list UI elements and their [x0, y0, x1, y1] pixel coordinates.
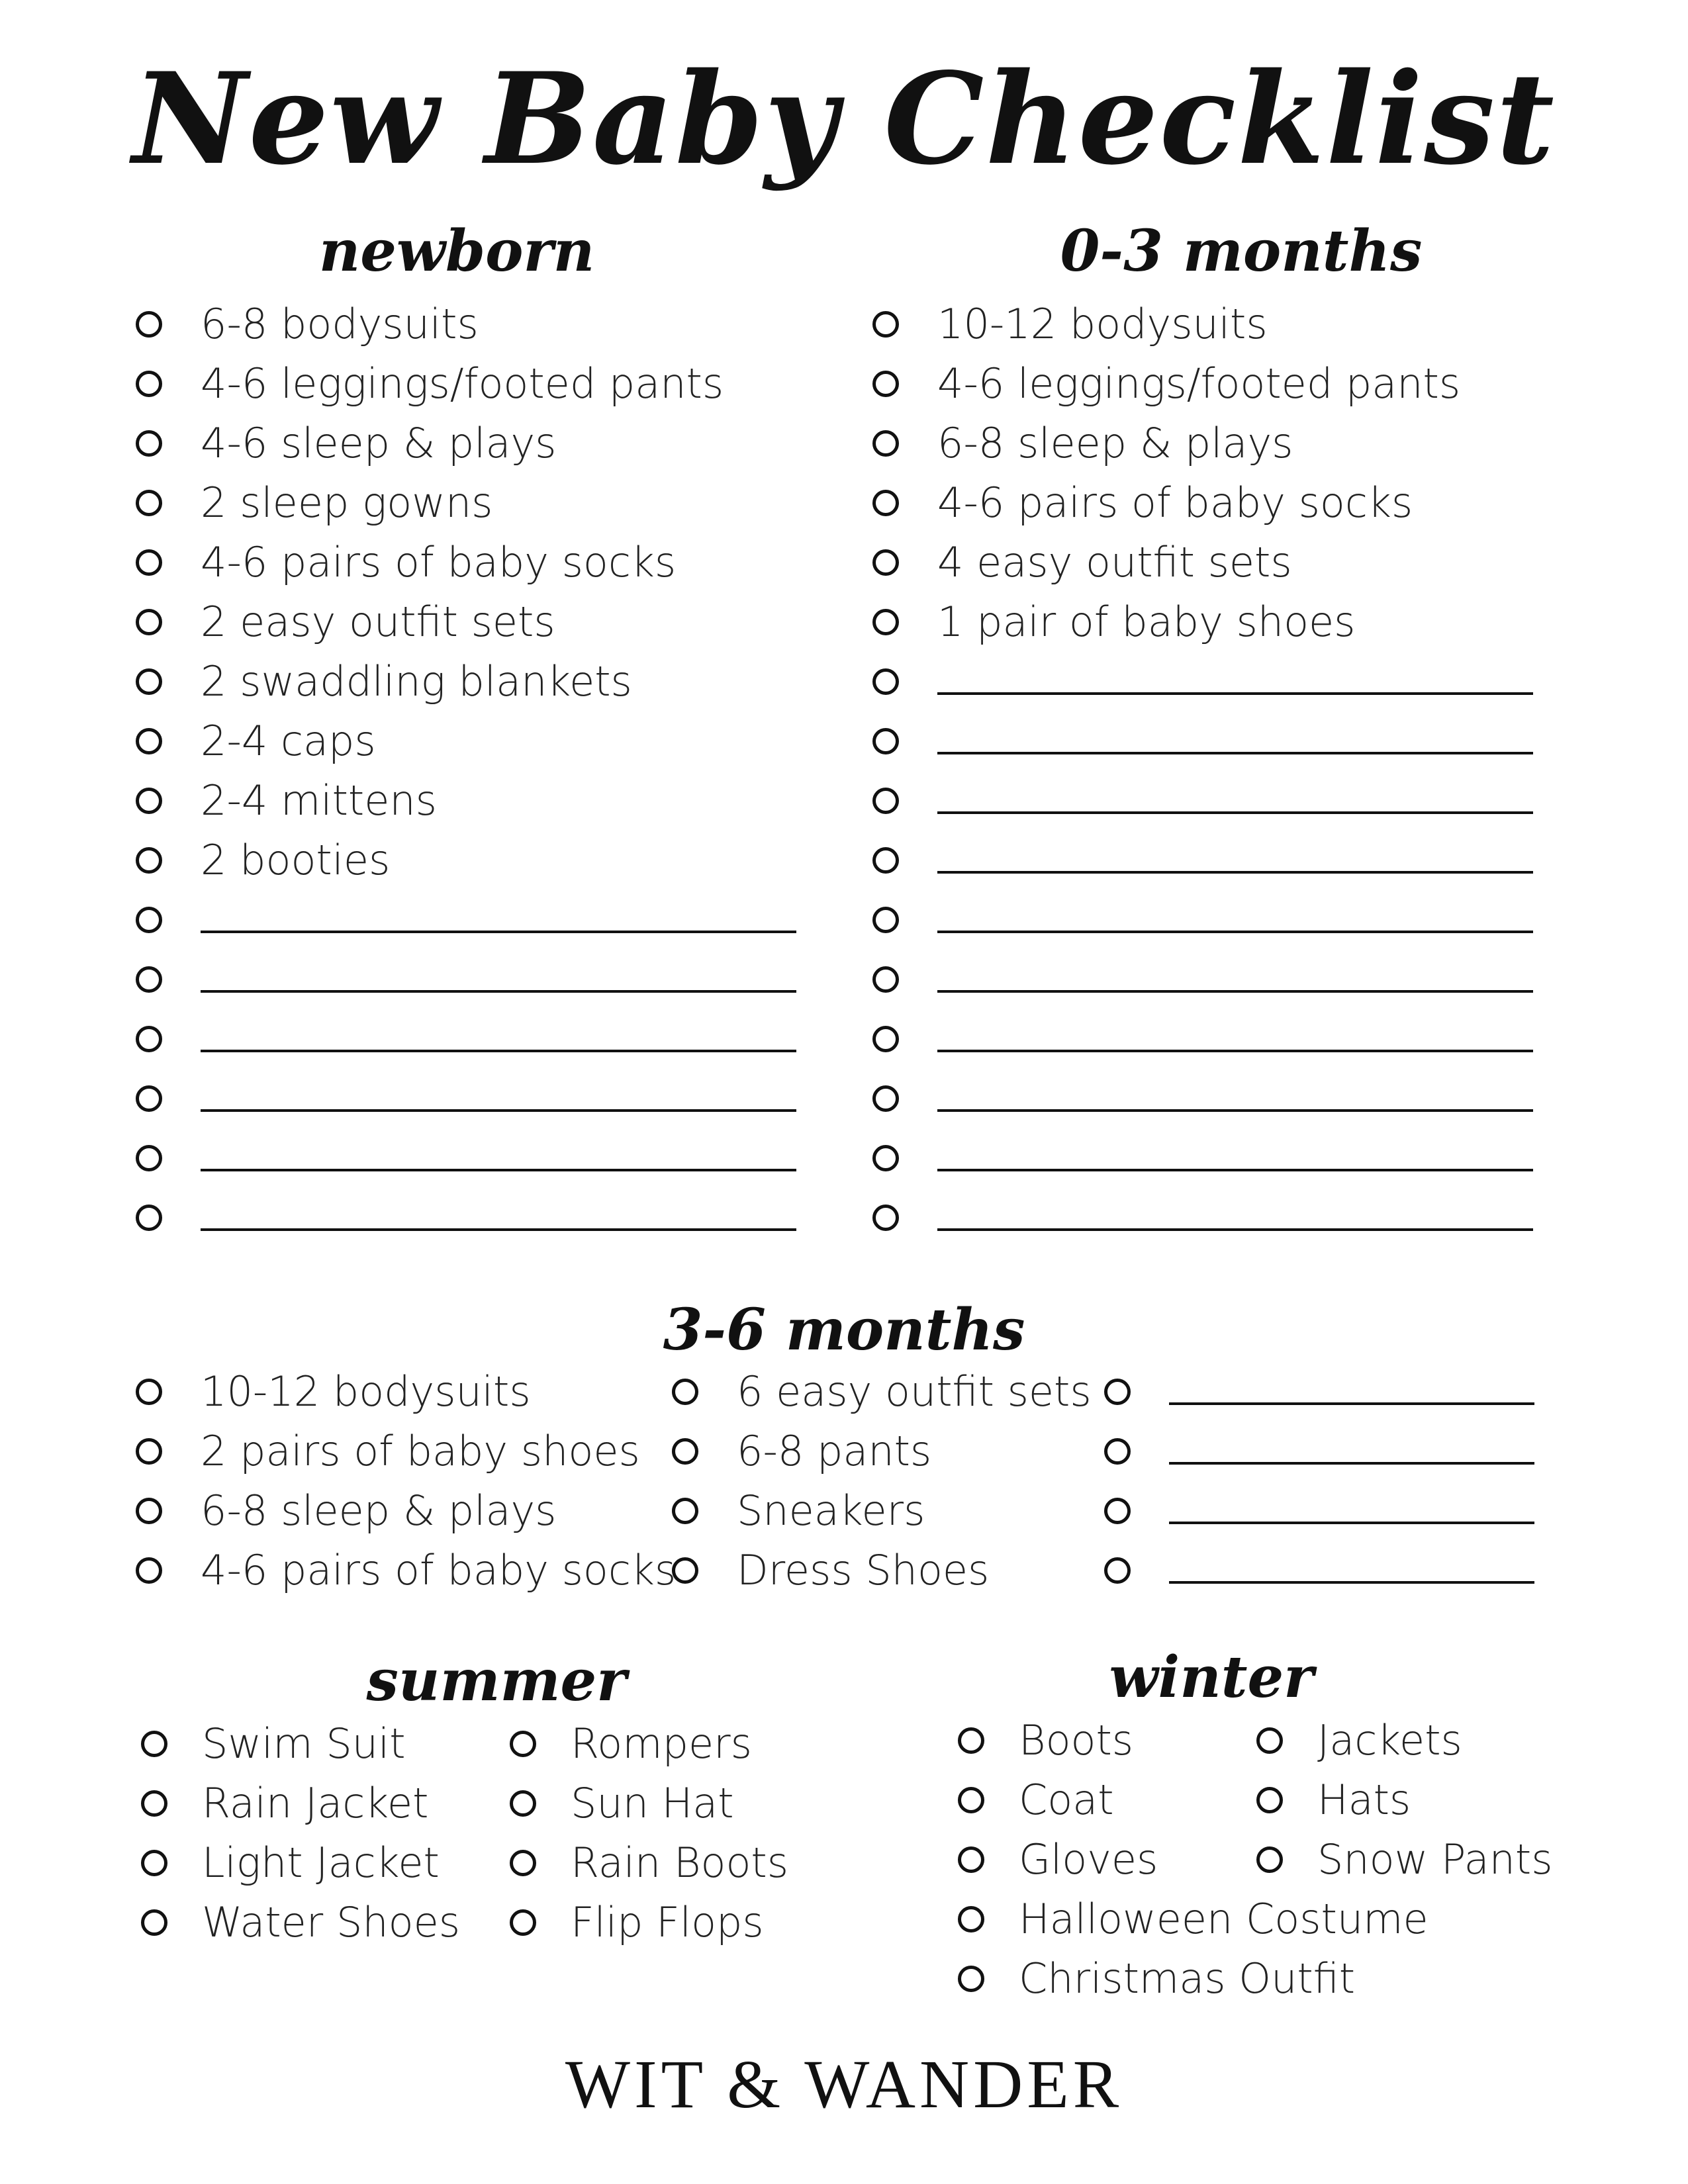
checklist-item-label: 2-4 caps	[201, 717, 376, 765]
checklist-item[interactable]	[872, 533, 1534, 592]
checklist-item[interactable]	[136, 1541, 677, 1600]
write-in-line[interactable]	[201, 1050, 796, 1052]
checkbox-circle-icon[interactable]	[872, 1085, 899, 1112]
checklist-item[interactable]	[141, 1774, 498, 1833]
checklist-item[interactable]	[510, 1714, 854, 1774]
checkbox-circle-icon[interactable]	[136, 966, 162, 993]
write-in-line[interactable]	[937, 871, 1533, 874]
checkbox-circle-icon[interactable]	[872, 728, 899, 754]
summer-list-col2	[510, 1714, 854, 1952]
checkbox-circle-icon[interactable]	[136, 609, 162, 635]
blank-checklist-item[interactable]	[1104, 1481, 1534, 1541]
checklist-item[interactable]	[510, 1833, 854, 1893]
checkbox-circle-icon[interactable]	[872, 1026, 899, 1052]
checkbox-circle-icon[interactable]	[1104, 1438, 1131, 1465]
checklist-item[interactable]	[872, 473, 1534, 533]
write-in-line[interactable]	[937, 990, 1533, 993]
checklist-item-label: 6-8 bodysuits	[201, 300, 479, 348]
checklist-item-label: 10-12 bodysuits	[201, 1367, 531, 1416]
blank-checklist-item[interactable]	[872, 831, 1534, 890]
checklist-item-label: Water Shoes	[202, 1898, 461, 1946]
write-in-line[interactable]	[1169, 1402, 1534, 1405]
write-in-line[interactable]	[937, 752, 1533, 754]
checklist-item[interactable]	[136, 1362, 665, 1422]
checkbox-circle-icon[interactable]	[958, 1787, 984, 1813]
checklist-item-label: 6-8 sleep & plays	[201, 1486, 557, 1535]
checkbox-circle-icon[interactable]	[136, 788, 162, 814]
checkbox-circle-icon[interactable]	[1104, 1379, 1131, 1405]
checklist-item[interactable]	[1256, 1770, 1587, 1830]
blank-checklist-item[interactable]	[872, 950, 1534, 1009]
checkbox-circle-icon[interactable]	[872, 371, 899, 397]
newborn-heading: newborn	[318, 218, 595, 285]
checkbox-circle-icon[interactable]	[136, 430, 162, 457]
checklist-item[interactable]	[872, 354, 1534, 414]
checkbox-circle-icon[interactable]	[136, 1498, 162, 1524]
checkbox-circle-icon[interactable]	[136, 1145, 162, 1171]
checklist-item-label: Coat	[1019, 1776, 1114, 1824]
checkbox-circle-icon[interactable]	[136, 1438, 162, 1465]
blank-checklist-item[interactable]	[872, 1128, 1534, 1188]
checkbox-circle-icon[interactable]	[872, 1205, 899, 1231]
checklist-item-label: 4-6 sleep & plays	[201, 419, 557, 467]
write-in-line[interactable]	[937, 1228, 1533, 1231]
checkbox-circle-icon[interactable]	[136, 1085, 162, 1112]
checkbox-circle-icon[interactable]	[136, 549, 162, 576]
checklist-item-label: Rain Jacket	[202, 1779, 429, 1827]
checkbox-circle-icon[interactable]	[136, 490, 162, 516]
checklist-item-label: Hats	[1317, 1776, 1411, 1824]
checklist-item-label: Rompers	[571, 1719, 752, 1768]
checklist-item[interactable]	[510, 1893, 854, 1952]
page-title: New Baby Checklist	[132, 45, 1556, 193]
write-in-line[interactable]	[201, 1169, 796, 1171]
write-in-line[interactable]	[201, 1109, 796, 1112]
blank-checklist-item[interactable]	[136, 1009, 798, 1069]
checklist-item[interactable]	[1256, 1830, 1587, 1889]
checklist-item[interactable]	[872, 592, 1534, 652]
checkbox-circle-icon[interactable]	[872, 311, 899, 338]
blank-checklist-item[interactable]	[136, 890, 798, 950]
checklist-item[interactable]	[1256, 1711, 1587, 1770]
checklist-item-label: Sneakers	[737, 1486, 925, 1535]
checklist-item[interactable]	[958, 1830, 1269, 1889]
checklist-item-label: 4 easy outfit sets	[937, 538, 1292, 586]
three-six-list-col1	[136, 1362, 677, 1600]
blank-checklist-item[interactable]	[136, 1188, 798, 1248]
checkbox-circle-icon[interactable]	[136, 668, 162, 695]
checklist-item[interactable]	[136, 592, 798, 652]
checklist-item-label: 2 booties	[201, 836, 391, 884]
blank-checklist-item[interactable]	[872, 1009, 1534, 1069]
checklist-item-label: 4-6 pairs of baby socks	[937, 478, 1413, 527]
checklist-item[interactable]	[136, 1481, 665, 1541]
blank-checklist-item[interactable]	[1104, 1541, 1534, 1600]
checklist-item-label: Light Jacket	[202, 1839, 440, 1887]
checklist-item-label: Jackets	[1317, 1716, 1462, 1764]
checklist-item-label: 6 easy outfit sets	[737, 1367, 1092, 1416]
checkbox-circle-icon[interactable]	[872, 609, 899, 635]
checklist-item-label: Christmas Outfit	[1019, 1954, 1356, 2003]
checklist-item-label: 4-6 leggings/footed pants	[201, 359, 724, 408]
checklist-item-label: 4-6 pairs of baby socks	[201, 538, 677, 586]
checklist-item[interactable]	[141, 1893, 498, 1952]
write-in-line[interactable]	[201, 1228, 796, 1231]
write-in-line[interactable]	[937, 1109, 1533, 1112]
checkbox-circle-icon[interactable]	[672, 1557, 698, 1584]
checkbox-circle-icon[interactable]	[872, 847, 899, 874]
checklist-item-label: Gloves	[1019, 1835, 1158, 1884]
checklist-item-label: 2-4 mittens	[201, 776, 437, 825]
checklist-item[interactable]	[136, 533, 798, 592]
checkbox-circle-icon[interactable]	[958, 1906, 984, 1933]
checkbox-circle-icon[interactable]	[872, 907, 899, 933]
checklist-item[interactable]	[136, 473, 798, 533]
checklist-item[interactable]	[958, 1770, 1269, 1830]
checkbox-circle-icon[interactable]	[1256, 1727, 1283, 1754]
checkbox-circle-icon[interactable]	[136, 728, 162, 754]
blank-checklist-item[interactable]	[1104, 1422, 1534, 1481]
blank-checklist-item[interactable]	[872, 1188, 1534, 1248]
checkbox-circle-icon[interactable]	[872, 1145, 899, 1171]
checkbox-circle-icon[interactable]	[872, 966, 899, 993]
checklist-item[interactable]	[958, 1711, 1269, 1770]
write-in-line[interactable]	[937, 692, 1533, 695]
checkbox-circle-icon[interactable]	[872, 490, 899, 516]
write-in-line[interactable]	[1169, 1462, 1534, 1465]
checklist-item-label: 4-6 pairs of baby socks	[201, 1546, 677, 1594]
checkbox-circle-icon[interactable]	[872, 549, 899, 576]
checkbox-circle-icon[interactable]	[510, 1731, 536, 1757]
write-in-line[interactable]	[201, 990, 796, 993]
checklist-item[interactable]	[872, 295, 1534, 354]
checklist-item[interactable]	[141, 1714, 498, 1774]
winter-list-col2	[1256, 1711, 1587, 1889]
checklist-item-label: 2 swaddling blankets	[201, 657, 632, 705]
checklist-item-label: 2 pairs of baby shoes	[201, 1427, 640, 1475]
summer-heading: summer	[366, 1647, 627, 1714]
write-in-line[interactable]	[937, 1169, 1533, 1171]
checklist-item[interactable]	[136, 771, 798, 831]
checkbox-circle-icon[interactable]	[958, 1727, 984, 1754]
checklist-item-label: 1 pair of baby shoes	[937, 598, 1356, 646]
checkbox-circle-icon[interactable]	[136, 371, 162, 397]
checklist-item-label: 2 sleep gowns	[201, 478, 493, 527]
checklist-item[interactable]	[672, 1362, 1102, 1422]
checkbox-circle-icon[interactable]	[872, 668, 899, 695]
checklist-item[interactable]	[136, 354, 798, 414]
checkbox-circle-icon[interactable]	[136, 311, 162, 338]
checkbox-circle-icon[interactable]	[672, 1498, 698, 1524]
checklist-item-label: 10-12 bodysuits	[937, 300, 1268, 348]
checklist-item[interactable]	[672, 1541, 1102, 1600]
checklist-item[interactable]	[872, 414, 1534, 473]
checklist-item-label: Dress Shoes	[737, 1546, 990, 1594]
checkbox-circle-icon[interactable]	[136, 1379, 162, 1405]
checklist-item[interactable]	[958, 1889, 1429, 1949]
checklist-item[interactable]	[136, 831, 798, 890]
checkbox-circle-icon[interactable]	[136, 907, 162, 933]
write-in-line[interactable]	[937, 811, 1533, 814]
checklist-item-label: Flip Flops	[571, 1898, 764, 1946]
checkbox-circle-icon[interactable]	[141, 1850, 167, 1876]
write-in-line[interactable]	[1169, 1581, 1534, 1584]
checkbox-circle-icon[interactable]	[1256, 1787, 1283, 1813]
checkbox-circle-icon[interactable]	[136, 847, 162, 874]
blank-checklist-item[interactable]	[136, 950, 798, 1009]
checklist-item[interactable]	[136, 295, 798, 354]
write-in-line[interactable]	[937, 931, 1533, 933]
checklist-item[interactable]	[958, 1949, 1356, 2009]
checkbox-circle-icon[interactable]	[872, 788, 899, 814]
checklist-item-label: Halloween Costume	[1019, 1895, 1429, 1943]
zero-three-list	[872, 295, 1534, 1248]
checkbox-circle-icon[interactable]	[672, 1379, 698, 1405]
blank-checklist-item[interactable]	[136, 1128, 798, 1188]
winter-heading: winter	[1109, 1644, 1314, 1711]
checkbox-circle-icon[interactable]	[510, 1909, 536, 1936]
checkbox-circle-icon[interactable]	[1104, 1557, 1131, 1584]
checklist-item[interactable]	[136, 652, 798, 711]
checklist-item[interactable]	[672, 1422, 1102, 1481]
checkbox-circle-icon[interactable]	[510, 1790, 536, 1817]
checklist-item[interactable]	[136, 711, 798, 771]
checkbox-circle-icon[interactable]	[872, 430, 899, 457]
newborn-list	[136, 295, 798, 1248]
checklist-item-label: 6-8 sleep & plays	[937, 419, 1293, 467]
checkbox-circle-icon[interactable]	[958, 1966, 984, 1992]
blank-checklist-item[interactable]	[872, 1069, 1534, 1128]
three-six-list-col2	[672, 1362, 1102, 1600]
checkbox-circle-icon[interactable]	[1256, 1846, 1283, 1873]
checkbox-circle-icon[interactable]	[141, 1909, 167, 1936]
checkbox-circle-icon[interactable]	[1104, 1498, 1131, 1524]
checklist-item-label: Snow Pants	[1317, 1835, 1553, 1884]
checkbox-circle-icon[interactable]	[141, 1731, 167, 1757]
checkbox-circle-icon[interactable]	[958, 1846, 984, 1873]
blank-checklist-item[interactable]	[1104, 1362, 1534, 1422]
checklist-item[interactable]	[510, 1774, 854, 1833]
write-in-line[interactable]	[937, 1050, 1533, 1052]
checkbox-circle-icon[interactable]	[136, 1026, 162, 1052]
blank-checklist-item[interactable]	[872, 711, 1534, 771]
checklist-item-label: 4-6 leggings/footed pants	[937, 359, 1461, 408]
checklist-item-label: Swim Suit	[202, 1719, 406, 1768]
three-six-heading: 3-6 months	[663, 1297, 1025, 1363]
checkbox-circle-icon[interactable]	[136, 1557, 162, 1584]
brand-footer: WIT & WANDER	[565, 2046, 1123, 2122]
summer-list-col1	[141, 1714, 498, 1952]
checkbox-circle-icon[interactable]	[141, 1790, 167, 1817]
checkbox-circle-icon[interactable]	[672, 1438, 698, 1465]
checklist-item[interactable]	[672, 1481, 1102, 1541]
three-six-list-col3	[1104, 1362, 1534, 1600]
write-in-line[interactable]	[1169, 1522, 1534, 1524]
checklist-item[interactable]	[136, 414, 798, 473]
blank-checklist-item[interactable]	[872, 890, 1534, 950]
write-in-line[interactable]	[201, 931, 796, 933]
blank-checklist-item[interactable]	[872, 771, 1534, 831]
blank-checklist-item[interactable]	[872, 652, 1534, 711]
checkbox-circle-icon[interactable]	[510, 1850, 536, 1876]
checklist-item-label: Boots	[1019, 1716, 1134, 1764]
checkbox-circle-icon[interactable]	[136, 1205, 162, 1231]
zero-three-heading: 0-3 months	[1060, 218, 1423, 285]
checklist-item[interactable]	[141, 1833, 498, 1893]
checklist-item-label: Sun Hat	[571, 1779, 734, 1827]
checklist-item[interactable]	[136, 1422, 665, 1481]
checklist-item-label: 2 easy outfit sets	[201, 598, 555, 646]
checklist-item-label: Rain Boots	[571, 1839, 789, 1887]
checklist-item-label: 6-8 pants	[737, 1427, 932, 1475]
blank-checklist-item[interactable]	[136, 1069, 798, 1128]
